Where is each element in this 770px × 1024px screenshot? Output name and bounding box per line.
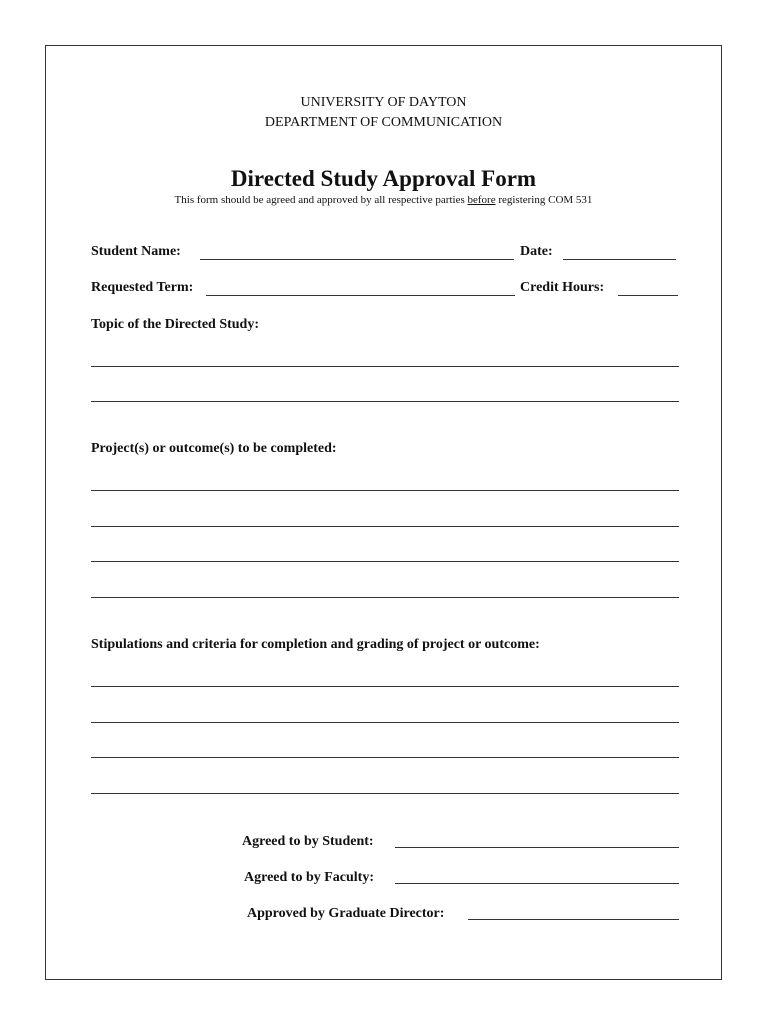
form-subtitle [45, 194, 722, 206]
stipulations-line-1[interactable] [91, 686, 679, 687]
student-name-field[interactable] [200, 259, 514, 260]
stipulations-label: Stipulations and criteria for completion and grading of project or outcome: [91, 637, 540, 652]
student-name-label: Student Name: [91, 244, 181, 259]
stipulations-line-3[interactable] [91, 757, 679, 758]
date-field[interactable] [563, 259, 676, 260]
department-name: DEPARTMENT OF COMMUNICATION [264, 115, 503, 130]
requested-term-field[interactable] [206, 295, 515, 296]
topic-label: Topic of the Directed Study: [91, 317, 259, 332]
student-signature-field[interactable] [395, 847, 679, 848]
faculty-signature-field[interactable] [395, 883, 679, 884]
student-signature-label: Agreed to by Student: [242, 834, 374, 849]
director-signature-label: Approved by Graduate Director: [247, 906, 445, 921]
faculty-signature-label: Agreed to by Faculty: [244, 870, 374, 885]
topic-line-2[interactable] [91, 401, 679, 402]
credit-hours-field[interactable] [618, 295, 678, 296]
date-label: Date: [520, 244, 553, 259]
form-title: Directed Study Approval Form [230, 166, 537, 191]
topic-line-1[interactable] [91, 366, 679, 367]
subtitle-text-after: registering COM 531 [495, 194, 593, 206]
projects-line-1[interactable] [91, 490, 679, 491]
projects-line-4[interactable] [91, 597, 679, 598]
stipulations-line-4[interactable] [91, 793, 679, 794]
credit-hours-label: Credit Hours: [520, 280, 605, 295]
projects-line-3[interactable] [91, 561, 679, 562]
director-signature-field[interactable] [468, 919, 679, 920]
projects-line-2[interactable] [91, 526, 679, 527]
projects-label: Project(s) or outcome(s) to be completed: [91, 441, 337, 456]
stipulations-line-2[interactable] [91, 722, 679, 723]
subtitle-text-before: This form should be agreed and approved by all respective parties [174, 194, 468, 206]
university-name: UNIVERSITY OF DAYTON [300, 95, 467, 110]
subtitle-emphasis: before [467, 194, 496, 206]
requested-term-label: Requested Term: [91, 280, 194, 295]
